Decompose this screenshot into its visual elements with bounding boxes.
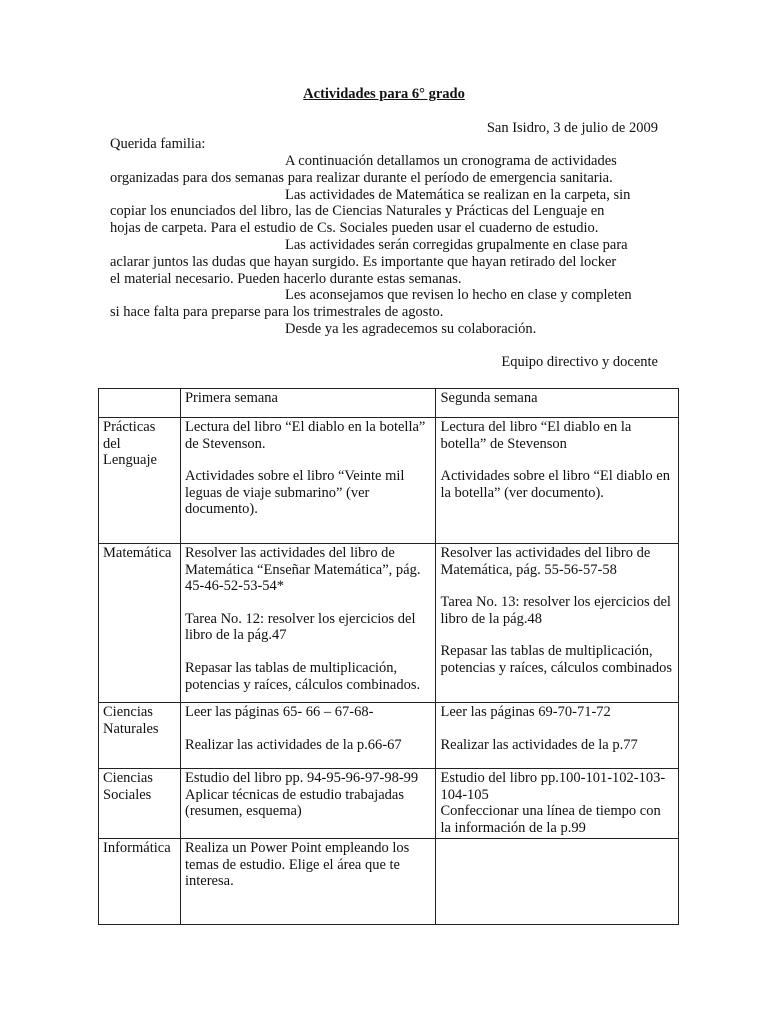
subject-cell: Ciencias Sociales [99,769,181,839]
cell-paragraph: Tarea No. 13: resolver los ejercicios del libro de la pág.48 [440,594,671,627]
cell-paragraph: Estudio del libro pp. 94-95-96-97-98-99 [184,770,419,786]
first-week-cell [180,544,435,703]
cell-paragraph: Realizar las actividades de la p.77 [440,736,638,753]
cell-paragraph: Repasar las tablas de multiplicación, potencias y raíces, cálculos combinados [440,643,672,676]
letter-signature: Equipo directivo y docente [501,354,658,370]
paragraph-gap [440,452,674,468]
paragraph-gap [185,721,431,737]
letter-line: si hace falta para preparse para los trimestrales de agosto. [110,304,444,321]
cell-paragraph: Repasar las tablas de multiplicación, potencias y raíces, cálculos combinados. [184,659,421,693]
paragraph-gap [440,578,674,594]
letter-line: el material necesario. Pueden hacerlo durante estas semanas. [110,270,462,287]
subject-cell: Ciencias Naturales [99,703,181,769]
letter-line: aclarar juntos las dudas que hayan surgido. Es importante que hayan retirado del locker [110,253,617,270]
table-row [99,418,679,544]
letter-greeting: Querida familia: [110,136,206,152]
letter-date: San Isidro, 3 de julio de 2009 [486,120,658,136]
cell-paragraph: Resolver las actividades del libro de Matemática “Enseñar Matemática”, pág. 45-46-52-53-54* [184,545,421,595]
second-week-cell [436,769,679,839]
paragraph-gap [185,595,431,611]
letter-line: copiar los enunciados del libro, las de Ciencias Naturales y Prácticas del Lenguaje en [110,203,605,220]
cell-paragraph: Leer las páginas 69-70-71-72 [440,704,611,720]
subject-cell: Matemática [99,544,181,703]
subject-cell: Informática [99,839,181,925]
first-week-cell [180,839,435,925]
table-row [99,769,679,839]
first-week-cell [180,418,435,544]
letter-line: A continuación detallamos un cronograma de actividades [285,153,617,169]
cell-paragraph: Actividades sobre el libro “El diablo en la botella” (ver documento). [440,468,670,501]
cell-paragraph: Confeccionar una línea de tiempo con la información de la p.99 [440,803,661,836]
first-week-cell [180,769,435,839]
document-title: Actividades para 6° grado [303,86,465,102]
cell-paragraph: Tarea No. 12: resolver los ejercicios del libro de la pág.47 [184,610,416,644]
second-week-cell [436,703,679,769]
table-header-cell [99,389,181,418]
letter-line: Las actividades de Matemática se realizan en la carpeta, sin [285,186,631,203]
subject-cell: Prácticas del Lenguaje [99,418,181,544]
cell-paragraph: Realiza un Power Point empleando los temas de estudio. Elige el área que te interesa. [184,840,410,890]
table-header-cell: Segunda semana [436,389,679,418]
letter-line: Las actividades serán corregidas grupalmente en clase para [285,236,628,253]
letter-line: organizadas para dos semanas para realizar durante el período de emergencia sanitaria. [110,169,613,186]
cell-paragraph: Leer las páginas 65- 66 – 67-68- [184,704,374,720]
table-row [99,703,679,769]
cell-paragraph: Resolver las actividades del libro de Matemática, pág. 55-56-57-58 [440,545,651,578]
cell-paragraph: Realizar las actividades de la p.66-67 [184,736,402,753]
table-header-cell: Primera semana [180,389,435,418]
second-week-cell [436,544,679,703]
cell-paragraph: Estudio del libro pp.100-101-102-103-104-105 [440,770,666,803]
paragraph-gap [440,721,674,737]
table-header-row [99,389,679,418]
cell-paragraph: Aplicar técnicas de estudio trabajadas (resumen, esquema) [184,786,404,820]
table-row [99,544,679,703]
activities-table [98,388,679,925]
cell-paragraph: Lectura del libro “El diablo en la botella” de Stevenson. [184,419,426,452]
letter-body [110,153,670,338]
paragraph-gap [185,644,431,660]
cell-paragraph: Lectura del libro “El diablo en la botella” de Stevenson [440,419,632,452]
paragraph-gap [440,627,674,643]
second-week-cell [436,839,679,925]
letter-line: hojas de carpeta. Para el estudio de Cs. Sociales pueden usar el cuaderno de estudio. [110,220,599,237]
letter-line: Les aconsejamos que revisen lo hecho en clase y completen [285,287,632,304]
first-week-cell [180,703,435,769]
cell-paragraph: Actividades sobre el libro “Veinte mil leguas de viaje submarino” (ver documento). [184,468,405,518]
second-week-cell [436,418,679,544]
table-row [99,839,679,925]
paragraph-gap [185,452,431,468]
letter-line: Desde ya les agradecemos su colaboración. [285,320,537,337]
